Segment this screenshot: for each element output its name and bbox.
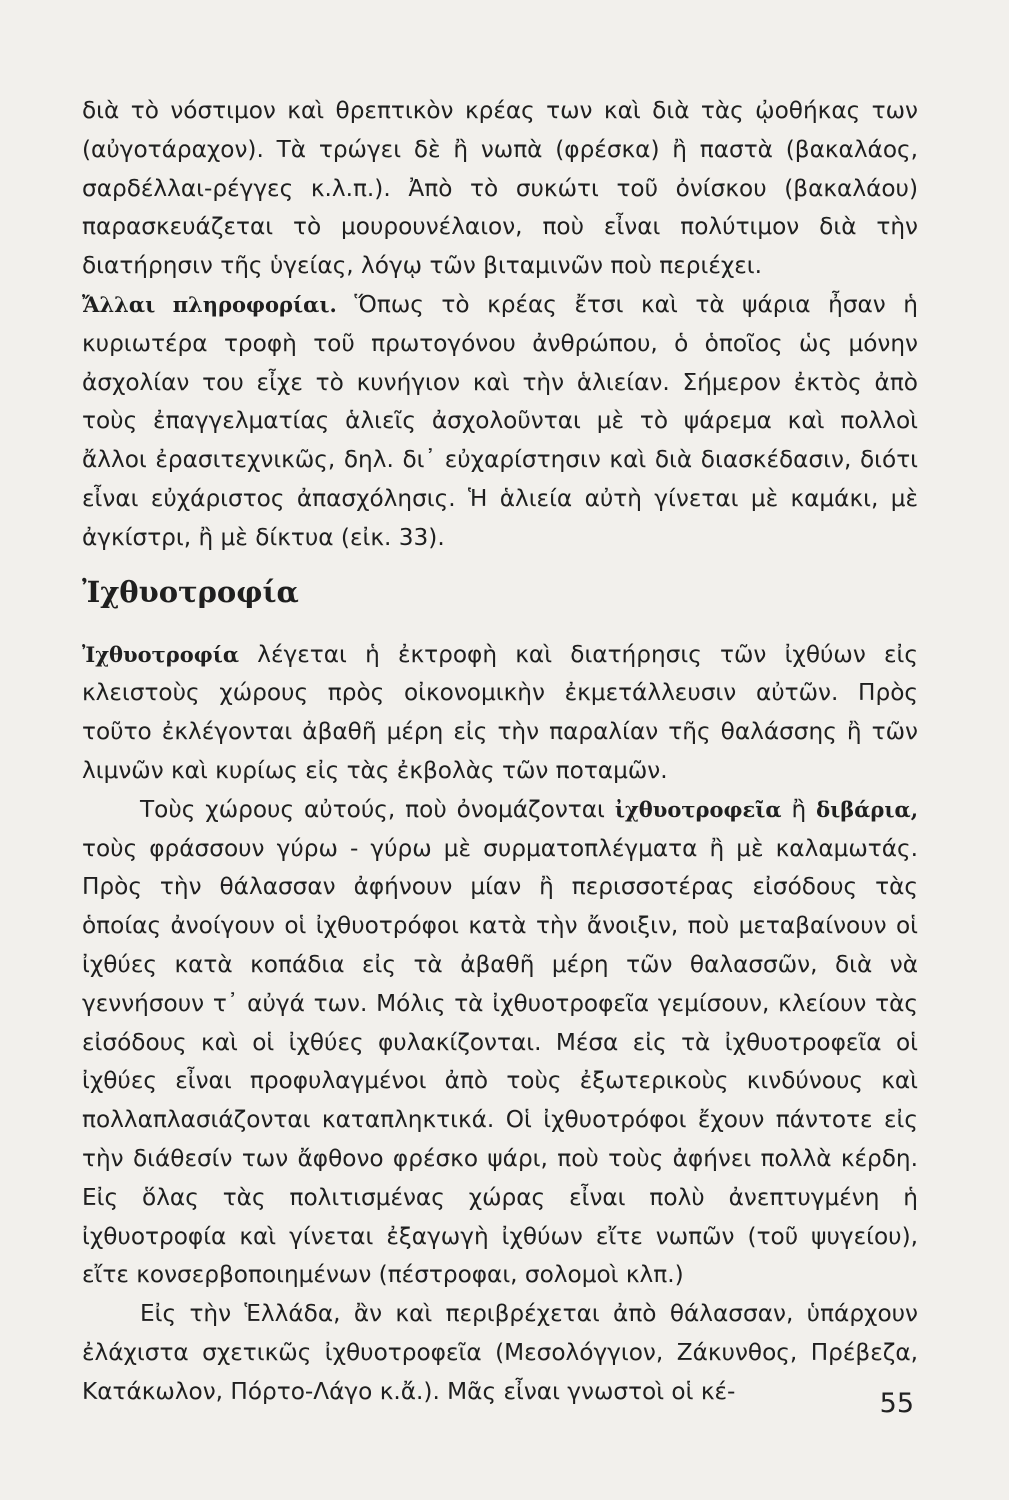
paragraph-3-lead: Ἰχθυοτροφία: [82, 641, 240, 667]
page-number: 55: [879, 1388, 914, 1419]
paragraph-5: Εἰς τὴν Ἑλλάδα, ἂν καὶ περιβρέχεται ἀπὸ θάλασσαν, ὑπάρχουν ἐλάχιστα σχετικῶς ἰχθυοτροφεῖα (Μεσολόγγιον, Ζάκυνθος, Πρέβεζα, Κατάκωλον, Πόρτο-Λάγο κ.ἄ.). Μᾶς εἶναι γνωστοὶ οἱ κέ-: [82, 1300, 918, 1405]
paragraph-4-term-2: διβάρια,: [816, 796, 919, 822]
paragraph-4-or: ἢ: [781, 795, 817, 823]
paragraph-3-text: λέγεται ἡ ἐκτροφὴ καὶ διατήρησις τῶν ἰχθύων εἰς κλειστοὺς χώρους πρὸς οἰκονομικὴν ἐκμετάλλευσιν αὐτῶν. Πρὸς τοῦτο ἐκλέγονται ἀβαθῆ μέρη εἰς τὴν παραλίαν τῆς θαλάσσης ἢ τῶν λιμνῶν καὶ κυρίως εἰς τὰς ἐκβολὰς τῶν ποταμῶν.: [82, 640, 918, 784]
paragraph-2: [82, 286, 918, 558]
paragraph-4: [82, 791, 918, 1295]
paragraph-4-term-1: ἰχθυοτροφεῖα: [614, 796, 782, 822]
section-heading: Ἰχθυοτροφία: [82, 574, 299, 609]
paragraph-1: διὰ τὸ νόστιμον καὶ θρεπτικὸν κρέας των καὶ διὰ τὰς ᾠοθήκας των (αὐγοτάραχον). Τὰ τρώγει δὲ ἢ νωπὰ (φρέσκα) ἢ παστὰ (βακαλάος, σαρδέλλαι-ρέγγες κ.λ.π.). Ἀπὸ τὸ συκώτι τοῦ ὀνίσκου (βακαλάου) παρασκευάζεται τὸ μουρουνέλαιον, ποὺ εἶναι πολύτιμον διὰ τὴν διατήρησιν τῆς ὑγείας, λόγῳ τῶν βιταμινῶν ποὺ περιέχει.: [82, 97, 918, 280]
page-body: [82, 92, 918, 1412]
paragraph-4-c: τοὺς φράσσουν γύρω - γύρω μὲ συρματοπλέγματα ἢ μὲ καλαμωτάς. Πρὸς τὴν θάλασσαν ἀφήνουν μίαν ἢ περισσοτέρας εἰσόδους τὰς ὁποίας ἀνοίγουν οἱ ἰχθυοτρόφοι κατὰ τὴν ἄνοιξιν, ποὺ μεταβαίνουν οἱ ἰχθύες κατὰ κοπάδια εἰς τὰ ἀβαθῆ μέρη τῶν θαλασσῶν, διὰ νὰ γεννήσουν τ᾽ αὐγά των. Μόλις τὰ ἰχθυοτροφεῖα γεμίσουν, κλείουν τὰς εἰσόδους καὶ οἱ ἰχθύες φυλακίζονται. Μέσα εἰς τὰ ἰχθυοτροφεῖα οἱ ἰχθύες εἶναι προφυλαγμένοι ἀπὸ τοὺς ἐξωτερικοὺς κινδύνους καὶ πολλαπλασιάζονται καταπληκτικά. Οἱ ἰχθυοτρόφοι ἔχουν πάντοτε εἰς τὴν διάθεσίν των ἄφθονο φρέσκο ψάρι, ποὺ τοὺς ἀφήνει πολλὰ κέρδη. Εἰς ὅλας τὰς πολιτισμένας χώρας εἶναι πολὺ ἀνεπτυγμένη ἡ ἰχθυοτροφία καὶ γίνεται ἐξαγωγὴ ἰχθύων εἴτε νωπῶν (τοῦ ψυγείου), εἴτε κονσερβοποιημένων (πέστροφαι, σολομοὶ κλπ.): [82, 834, 918, 1289]
paragraph-4-a: Τοὺς χώρους αὐτούς, ποὺ ὀνομάζονται: [140, 795, 615, 823]
paragraph-2-lead: Ἄλλαι πληροφορίαι.: [82, 291, 337, 317]
paragraph-2-text: Ὅπως τὸ κρέας ἔτσι καὶ τὰ ψάρια ἦσαν ἡ κυριωτέρα τροφὴ τοῦ πρωτογόνου ἀνθρώπου, ὁ ὁποῖος ὡς μόνην ἀσχολίαν του εἶχε τὸ κυνήγιον καὶ τὴν ἁλιείαν. Σήμερον ἐκτὸς ἀπὸ τοὺς ἐπαγγελματίας ἁλιεῖς ἀσχολοῦνται μὲ τὸ ψάρεμα καὶ πολλοὶ ἄλλοι ἐρασιτεχνικῶς, δηλ. δι᾽ εὐχαρίστησιν καὶ διὰ διασκέδασιν, διότι εἶναι εὐχάριστος ἀπασχόλησις. Ἡ ἁλιεία αὐτὴ γίνεται μὲ καμάκι, μὲ ἀγκίστρι, ἢ μὲ δίκτυα (εἰκ. 33).: [82, 290, 918, 551]
paragraph-3: [82, 636, 918, 791]
